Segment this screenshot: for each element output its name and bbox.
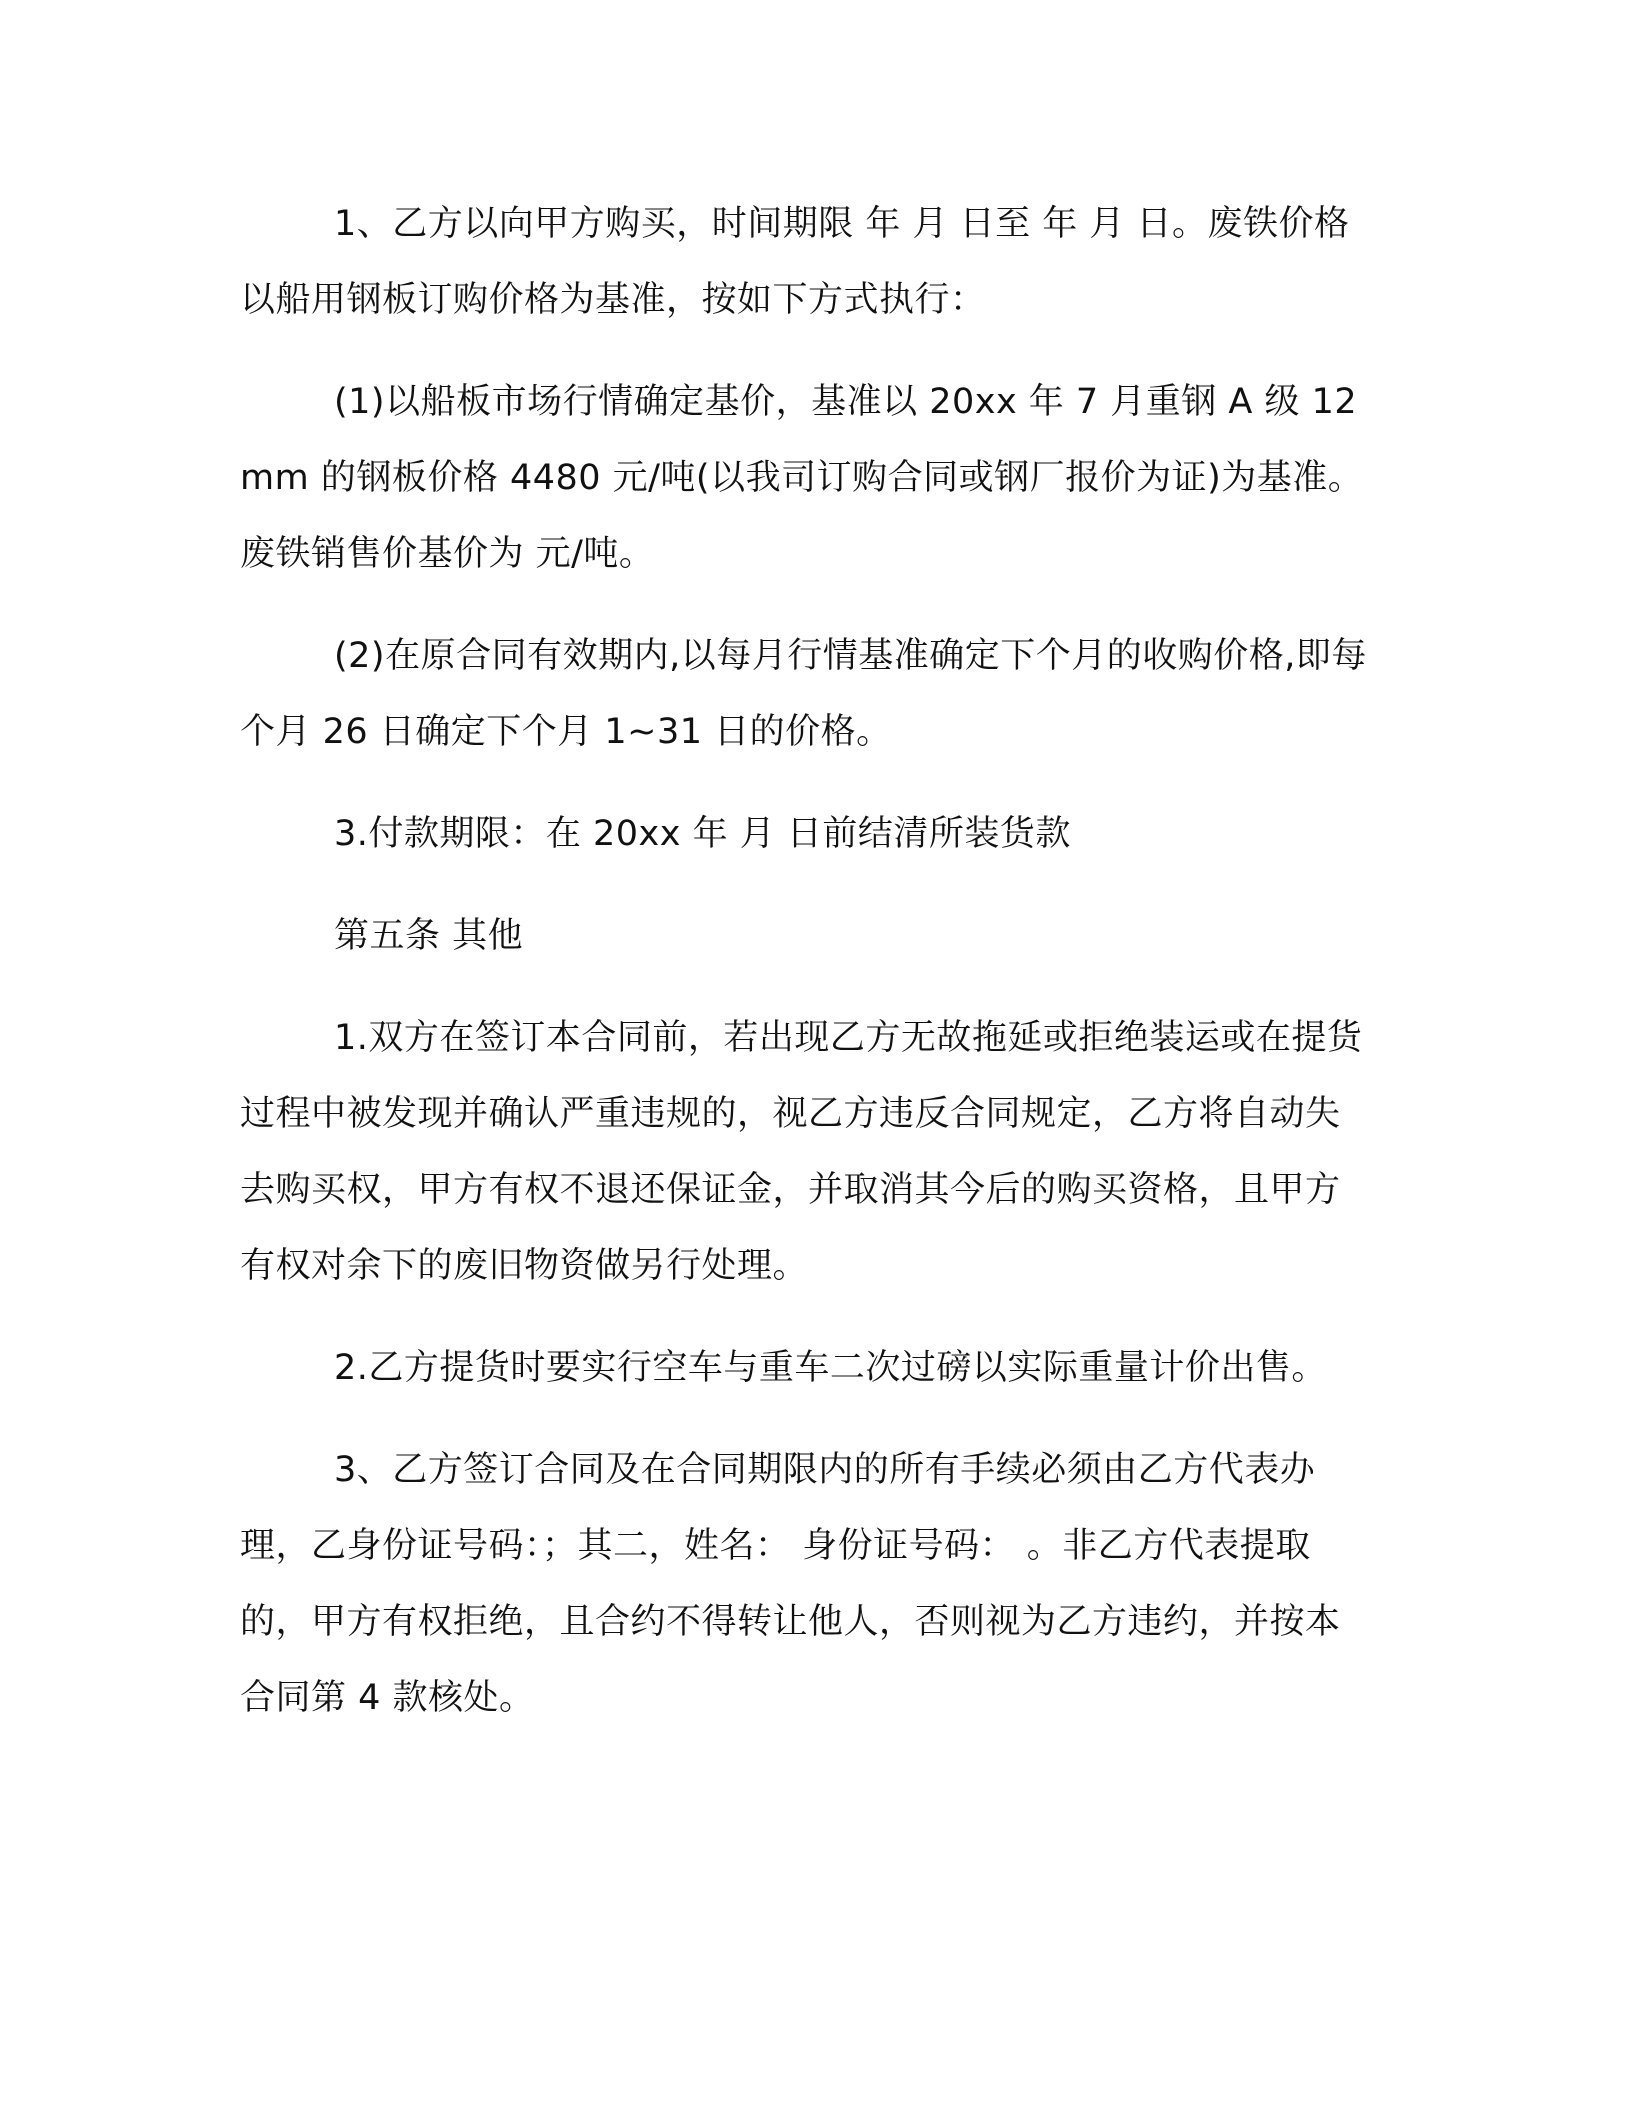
paragraph-weighing-clause: 2.乙方提货时要实行空车与重车二次过磅以实际重量计价出售。 [334, 1348, 1327, 1388]
paragraph-payment-term: 3.付款期限：在 20xx 年 月 日前结清所装货款 [334, 814, 1071, 854]
section-heading-article-5: 第五条 其他 [334, 916, 524, 956]
paragraph-breach-clause: 1.双方在签订本合同前，若出现乙方无故拖延或拒绝装运或在提货过程中被发现并确认严重违规的，视乙方违反合同规定，乙方将自动失去购买权，甲方有权不退还保证金，并取消其今后的购买资格，且甲方有权对余下的废旧物资做另行处理。 [240, 1018, 1363, 1286]
paragraph-purchase-term: 1、乙方以向甲方购买，时间期限 年 月 日至 年 月 日。废铁价格以船用钢板订购价格为基准，按如下方式执行： [240, 204, 1350, 320]
document-body [240, 186, 1370, 1736]
paragraph-monthly-price: (2)在原合同有效期内,以每月行情基准确定下个月的收购价格,即每个月 26 日确定下个月 1~31 日的价格。 [240, 636, 1367, 752]
paragraph-base-price: (1)以船板市场行情确定基价，基准以 20xx 年 7 月重钢 A 级 12mm 的钢板价格 4480 元/吨(以我司订购合同或钢厂报价为证)为基准。废铁销售价基价为 元/吨。 [240, 382, 1364, 574]
paragraph-representative-clause: 3、乙方签订合同及在合同期限内的所有手续必须由乙方代表办理，乙身份证号码：；其二，姓名： 身份证号码： 。非乙方代表提取的，甲方有权拒绝，且合约不得转让他人，否则视为乙方违约，并按本合同第 4 款核处。 [240, 1450, 1341, 1718]
